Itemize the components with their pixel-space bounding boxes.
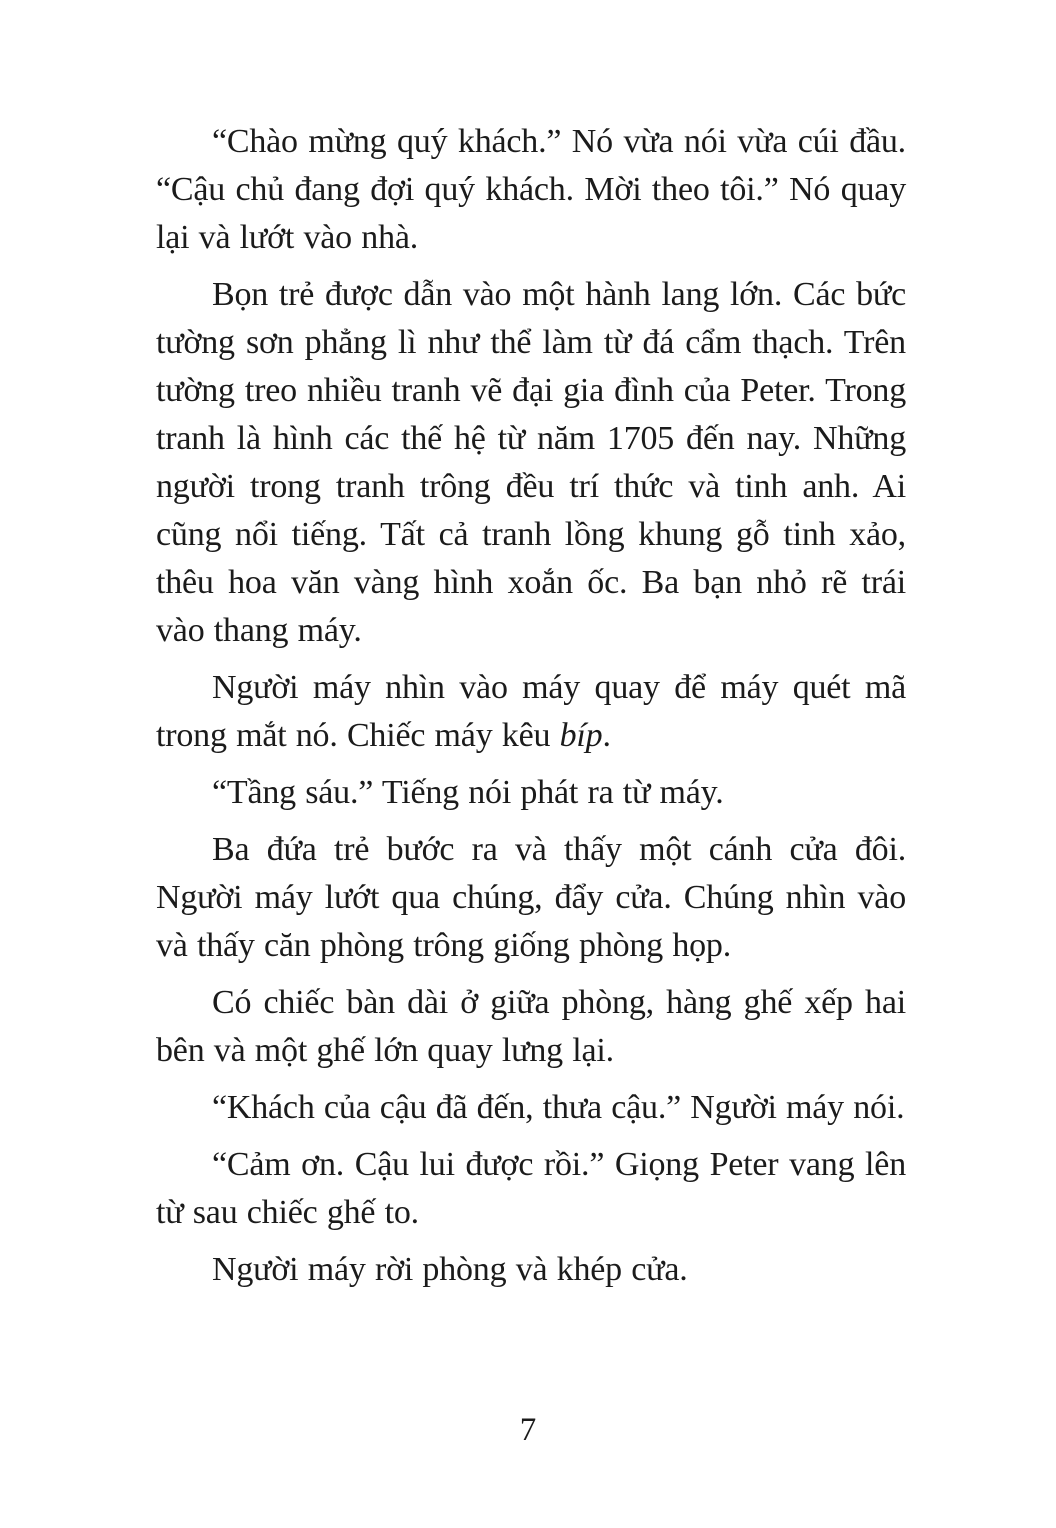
page-text bbox=[156, 118, 906, 1303]
paragraph bbox=[156, 271, 906, 655]
text-run: Người máy nhìn vào máy quay để máy quét mã trong mắt nó. Chiếc máy kêu bbox=[156, 669, 906, 754]
text-run-italic: bíp bbox=[559, 717, 603, 754]
text-run: Người máy rời phòng và khép cửa. bbox=[212, 1251, 688, 1288]
text-run: Ba đứa trẻ bước ra và thấy một cánh cửa đôi. Người máy lướt qua chúng, đẩy cửa. Chúng nhìn vào và thấy căn phòng trông giống phòng họp. bbox=[156, 831, 906, 964]
paragraph bbox=[156, 118, 906, 262]
text-run: “Tầng sáu.” Tiếng nói phát ra từ máy. bbox=[212, 774, 724, 811]
paragraph bbox=[156, 1246, 906, 1294]
paragraph bbox=[156, 979, 906, 1075]
paragraph bbox=[156, 826, 906, 970]
text-run: Có chiếc bàn dài ở giữa phòng, hàng ghế xếp hai bên và một ghế lớn quay lưng lại. bbox=[156, 984, 906, 1069]
text-run: . bbox=[602, 717, 611, 754]
text-run: Bọn trẻ được dẫn vào một hành lang lớn. Các bức tường sơn phẳng lì như thể làm từ đá cẩm thạch. Trên tường treo nhiều tranh vẽ đại gia đình của Peter. Trong tranh là hình các thế hệ từ năm 1705 đến nay. Những người trong tranh trông đều trí thức và tinh anh. Ai cũng nổi tiếng. Tất cả tranh lồng khung gỗ tinh xảo, thêu hoa văn vàng hình xoắn ốc. Ba bạn nhỏ rẽ trái vào thang máy. bbox=[156, 276, 906, 649]
paragraph bbox=[156, 664, 906, 760]
text-run: “Cảm ơn. Cậu lui được rồi.” Giọng Peter vang lên từ sau chiếc ghế to. bbox=[156, 1146, 906, 1231]
text-run: “Chào mừng quý khách.” Nó vừa nói vừa cúi đầu. “Cậu chủ đang đợi quý khách. Mời theo tôi.” Nó quay lại và lướt vào nhà. bbox=[156, 123, 906, 256]
text-run: “Khách của cậu đã đến, thưa cậu.” Người máy nói. bbox=[212, 1089, 905, 1126]
paragraph bbox=[156, 769, 906, 817]
page-number: 7 bbox=[519, 1412, 537, 1448]
paragraph bbox=[156, 1141, 906, 1237]
paragraph bbox=[156, 1084, 906, 1132]
